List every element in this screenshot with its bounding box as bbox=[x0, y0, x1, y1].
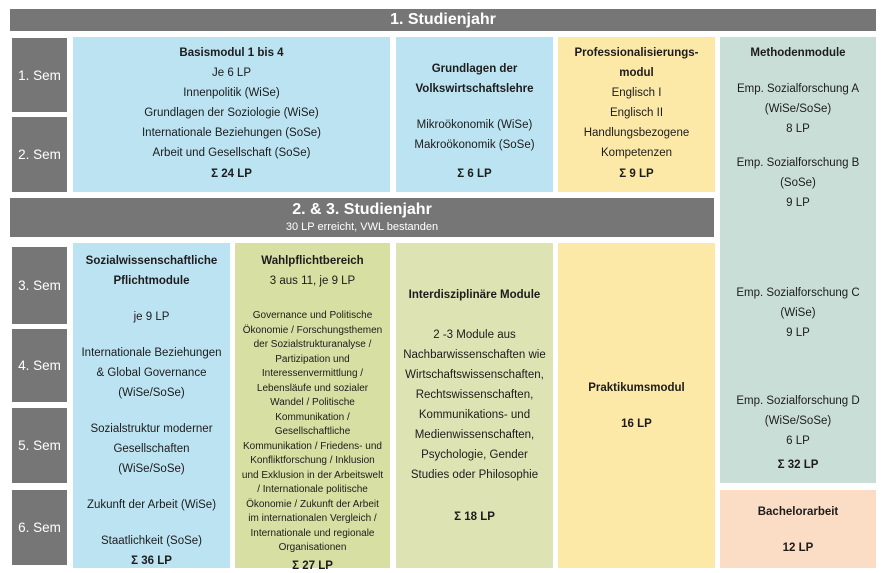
methoden-item-name: Emp. Sozialforschung A bbox=[736, 83, 860, 95]
module-block-interdisziplinaer bbox=[396, 243, 553, 568]
methoden-item-lp: 9 LP bbox=[786, 327, 810, 339]
header-year23-subtitle: 30 LP erreicht, VWL bestanden bbox=[285, 221, 439, 233]
header-year23-title: 2. & 3. Studienjahr bbox=[292, 201, 432, 218]
basismodul-sum: Σ 24 LP bbox=[211, 168, 252, 180]
module-block-volkswirtschaftslehre bbox=[396, 37, 553, 192]
methoden-item-lp: 6 LP bbox=[786, 435, 810, 447]
praktikum-lp: 16 LP bbox=[621, 417, 652, 430]
praktikum-title: Praktikumsmodul bbox=[588, 381, 685, 394]
bachelorarbeit-lp: 12 LP bbox=[782, 542, 814, 554]
header-year23 bbox=[10, 198, 714, 237]
wahlpflicht-options: Governance und Politische Ökonomie / Forschungsthemen der Sozialstrukturanalyse / Partizipation und Interessenvermittlung / Lebensläufe und sozialer Wandel / Politische Kommunikation / Gesellschaftliche Kommunikation / Friedens- und Konfliktforschung / Inklusion und Exklusion in der Arbeitswelt / Internationale politische Ökonomie / Zukunft der Arbeit im internationalen Vergleich / Internationale und regionale Organisationen bbox=[241, 310, 384, 553]
pflichtmodule-sum: Σ 36 LP bbox=[131, 555, 172, 567]
pflichtmodule-line: Staatlichkeit (SoSe) bbox=[101, 535, 202, 547]
basismodul-line: Internationale Beziehungen (SoSe) bbox=[141, 127, 321, 139]
module-block-bachelorarbeit bbox=[720, 490, 876, 568]
methoden-item-d bbox=[736, 391, 859, 451]
wahlpflicht-subtitle: 3 aus 11, je 9 LP bbox=[269, 275, 356, 287]
wahlpflicht-sum: Σ 27 LP bbox=[292, 559, 333, 572]
basismodul-line: Arbeit und Gesellschaft (SoSe) bbox=[152, 147, 311, 159]
methoden-item-b bbox=[737, 153, 860, 213]
pflichtmodule-line: Sozialstruktur moderner Gesellschaften (WiSe/SoSe) bbox=[90, 423, 213, 475]
semester-label-5: 5. Sem bbox=[12, 408, 67, 483]
pflichtmodule-subtitle: je 9 LP bbox=[133, 311, 170, 323]
methoden-item-name: Emp. Sozialforschung B bbox=[736, 157, 860, 169]
methodenmodule-title: Methodenmodule bbox=[750, 47, 846, 59]
methoden-item-term: (SoSe) bbox=[780, 177, 816, 189]
semester-label-2: 2. Sem bbox=[12, 117, 67, 192]
pflichtmodule-line: Zukunft der Arbeit (WiSe) bbox=[86, 499, 217, 511]
vwl-line: Makroökonomik (SoSe) bbox=[414, 139, 535, 151]
module-block-basismodul bbox=[73, 37, 390, 192]
vwl-line: Mikroökonomik (WiSe) bbox=[416, 119, 533, 131]
basismodul-title: Basismodul 1 bis 4 bbox=[179, 47, 284, 59]
methoden-item-term: (WiSe/SoSe) bbox=[764, 103, 832, 115]
module-block-methodenmodule bbox=[720, 37, 876, 483]
methodenmodule-sum: Σ 32 LP bbox=[777, 459, 819, 471]
professionalisierung-title: Professionalisierungs-modul bbox=[574, 47, 699, 79]
semester-label-4: 4. Sem bbox=[12, 329, 67, 402]
pflichtmodule-line: Internationale Beziehungen & Global Governance (WiSe/SoSe) bbox=[81, 347, 222, 399]
methoden-item-lp: 9 LP bbox=[786, 197, 810, 209]
methoden-item-name: Emp. Sozialforschung C bbox=[736, 287, 860, 299]
methoden-item-c bbox=[736, 283, 859, 343]
professionalisierung-line: Englisch II bbox=[609, 107, 664, 119]
methoden-item-name: Emp. Sozialforschung D bbox=[736, 395, 860, 407]
header-year1 bbox=[10, 9, 876, 31]
semester-label-1: 1. Sem bbox=[12, 38, 67, 112]
pflichtmodule-title: Sozialwissenschaftliche Pflichtmodule bbox=[85, 255, 218, 287]
professionalisierung-sum: Σ 9 LP bbox=[619, 168, 654, 180]
module-block-wahlpflichtbereich bbox=[235, 243, 390, 572]
professionalisierung-line: Englisch I bbox=[611, 87, 662, 99]
methoden-item-lp: 8 LP bbox=[786, 123, 810, 135]
interdisziplinaer-sum: Σ 18 LP bbox=[454, 510, 495, 523]
interdisziplinaer-title: Interdisziplinäre Module bbox=[408, 288, 541, 301]
vwl-sum: Σ 6 LP bbox=[457, 168, 492, 180]
basismodul-line: Je 6 LP bbox=[212, 67, 251, 79]
header-year1-title: 1. Studienjahr bbox=[390, 11, 496, 28]
professionalisierung-line: Handlungsbezogene Kompetenzen bbox=[583, 127, 690, 159]
module-block-praktikum bbox=[558, 243, 715, 568]
vwl-title: Grundlagen der Volkswirtschaftslehre bbox=[415, 63, 534, 95]
bachelorarbeit-title: Bachelorarbeit bbox=[757, 506, 839, 518]
interdisziplinaer-body: 2 -3 Module aus Nachbarwissenschaften wie Wirtschaftswissenschaften, Rechtswissenschaften, Kommunikations- und Medienwissenschaften, Psychologie, Gender Studies oder Philosophie bbox=[403, 328, 546, 481]
basismodul-line: Grundlagen der Soziologie (WiSe) bbox=[144, 107, 319, 119]
semester-label-6: 6. Sem bbox=[12, 490, 67, 565]
wahlpflicht-title: Wahlpflichtbereich bbox=[261, 255, 364, 267]
methoden-item-term: (WiSe/SoSe) bbox=[764, 415, 832, 427]
module-block-professionalisierung bbox=[558, 37, 715, 192]
semester-label-3: 3. Sem bbox=[12, 247, 67, 324]
methoden-item-a bbox=[737, 79, 859, 139]
module-block-pflichtmodule bbox=[73, 243, 230, 568]
methoden-item-term: (WiSe) bbox=[780, 307, 816, 319]
basismodul-line: Innenpolitik (WiSe) bbox=[183, 87, 280, 99]
